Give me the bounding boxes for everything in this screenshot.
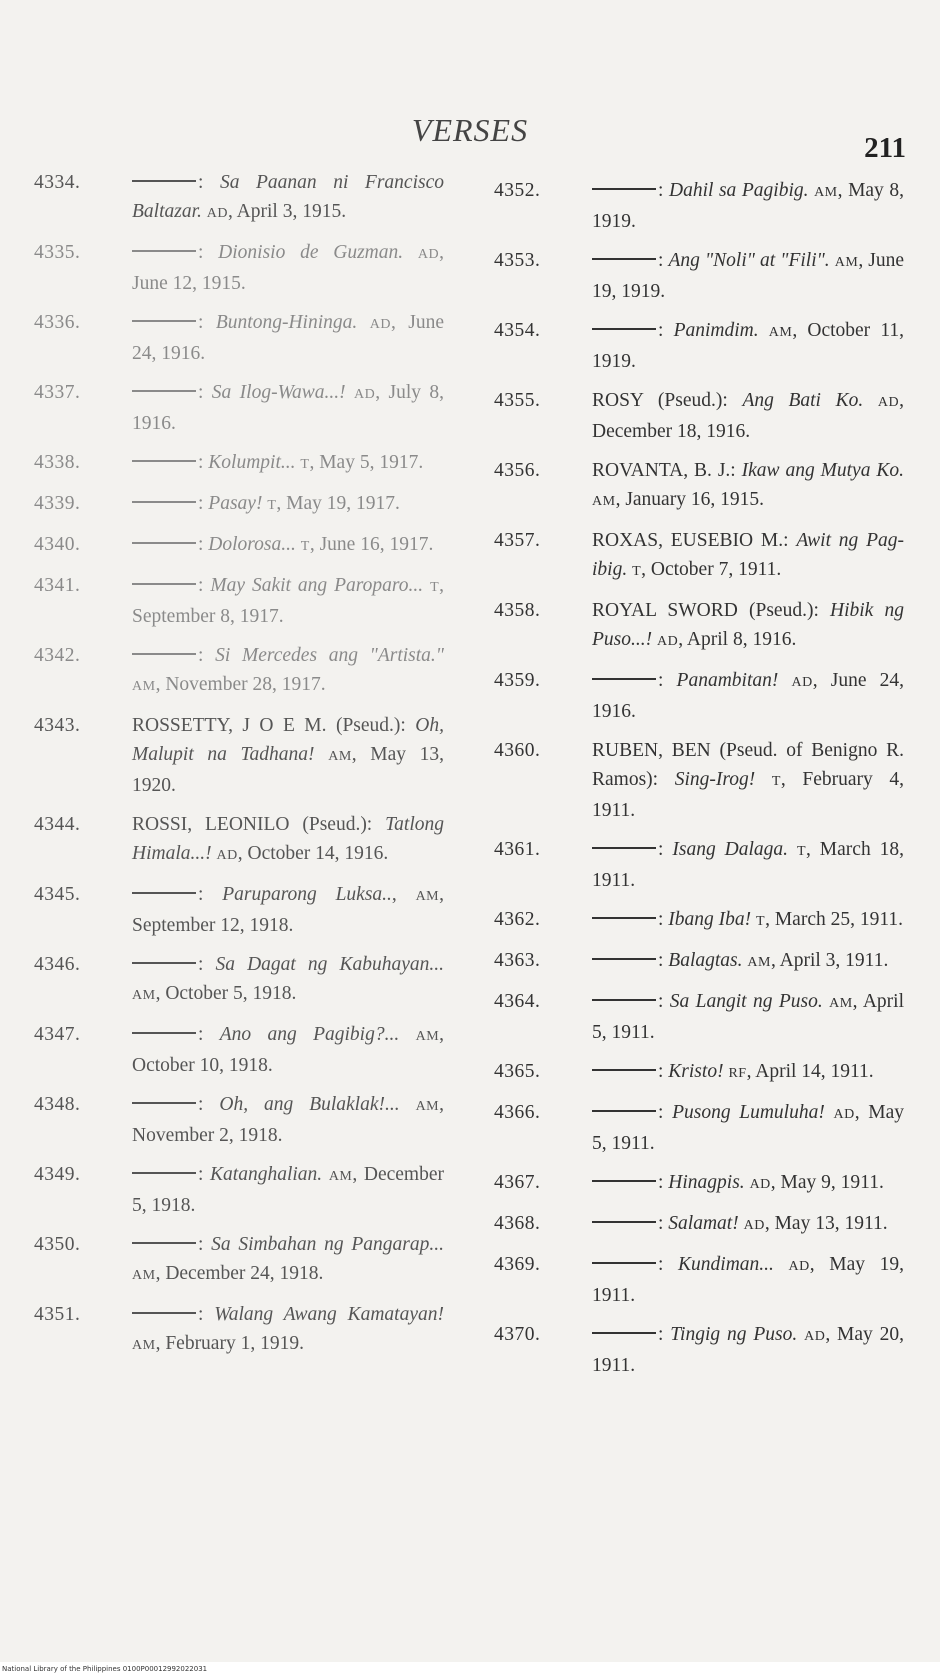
entry-text: , May 19, 1911.: [592, 1254, 905, 1306]
bibliography-entry: [34, 1160, 444, 1220]
entry-text: , April 5, 1911.: [592, 991, 905, 1043]
entry-text: [778, 670, 791, 691]
entry-text: , October 10, 1918.: [132, 1024, 445, 1076]
ditto-dash: [132, 583, 196, 585]
entry-text: , June 24, 1916.: [592, 670, 905, 722]
entry-number: 4350.: [34, 1234, 81, 1255]
bibliography-entry: [34, 1300, 444, 1360]
entry-number: 4352.: [494, 180, 541, 201]
entry-text: :: [658, 320, 674, 341]
bibliography-entry: [494, 835, 904, 895]
entry-text: , September 12, 1918.: [132, 884, 444, 936]
entry-number: 4344.: [34, 814, 81, 835]
entry-number: 4367.: [494, 1172, 541, 1193]
bibliography-entry: [34, 308, 444, 368]
ditto-dash: [592, 1262, 656, 1264]
verse-title: Hibik ng Puso...!: [592, 600, 904, 650]
bibliography-entry: [494, 1320, 904, 1380]
verse-title: Ang Bati Ko.: [742, 390, 864, 411]
bibliography-entry: [34, 1090, 444, 1150]
entry-text: :: [198, 1164, 211, 1185]
entry-number: 4349.: [34, 1164, 81, 1185]
entry-text: :: [198, 1094, 220, 1115]
verse-title: Sa Paanan ni Francisco Baltazar.: [132, 172, 444, 222]
entry-text: , April 8, 1916.: [678, 629, 797, 650]
verse-title: Pasay!: [208, 493, 263, 514]
entry-text: , May 19, 1917.: [276, 493, 400, 514]
entry-text: [399, 1024, 415, 1045]
entry-number: 4345.: [34, 884, 81, 905]
source-abbrev: AD: [206, 206, 228, 221]
verse-title: Sa Langit ng Puso.: [669, 991, 823, 1012]
ditto-dash: [132, 962, 196, 964]
entry-number: 4359.: [494, 670, 541, 691]
bibliography-entry: [494, 1057, 904, 1088]
ditto-dash: [592, 847, 656, 849]
ditto-dash: [132, 320, 196, 322]
entry-number: 4342.: [34, 645, 81, 666]
bibliography-entry: [34, 950, 444, 1010]
entry-text: , May 5, 1911.: [592, 1102, 904, 1154]
ditto-dash: [132, 501, 196, 503]
entry-text: , May 8, 1919.: [592, 180, 904, 232]
entry-text: :: [198, 575, 211, 596]
bibliography-entry: [494, 1250, 904, 1310]
entry-text: :: [198, 1304, 215, 1325]
entry-text: , December 5, 1918.: [132, 1164, 444, 1216]
source-abbrev: T: [430, 580, 440, 595]
entry-text: ROXAS, EUSEBIO M.:: [592, 530, 797, 551]
entry-text: , February 1, 1919.: [155, 1333, 304, 1354]
entry-text: :: [658, 250, 669, 271]
running-title: VERSES: [411, 112, 529, 148]
source-abbrev: AD: [877, 395, 900, 410]
entry-text: , April 14, 1911.: [746, 1061, 874, 1082]
verse-title: Dionisio de Guzman.: [218, 242, 404, 263]
source-abbrev: AM: [328, 1169, 353, 1184]
verse-title: Katanghalian.: [210, 1164, 323, 1185]
bibliography-entry: [34, 1230, 444, 1290]
source-abbrev: T: [632, 564, 642, 579]
entry-text: , December 18, 1916.: [592, 390, 904, 442]
bibliography-entry: [34, 810, 444, 870]
entry-text: , November 28, 1917.: [155, 674, 326, 695]
ditto-dash: [592, 917, 656, 919]
source-abbrev: T: [771, 774, 781, 789]
entry-text: :: [198, 382, 212, 403]
source-abbrev: AD: [743, 1218, 765, 1233]
entry-text: , May 20, 1911.: [592, 1324, 905, 1376]
entry-text: , May 13, 1911.: [764, 1213, 888, 1234]
entry-number: 4335.: [34, 242, 81, 263]
verse-title: Ano ang Pagibig?...: [219, 1024, 400, 1045]
entry-text: , March 18, 1911.: [592, 839, 904, 891]
entry-number: 4357.: [494, 530, 541, 551]
entry-text: , September 8, 1917.: [132, 575, 445, 627]
entry-text: :: [658, 670, 677, 691]
verse-title: Hinagpis.: [668, 1172, 745, 1193]
entry-text: [755, 769, 772, 790]
bibliography-entry: [494, 987, 904, 1047]
entry-text: , March 25, 1911.: [765, 909, 904, 930]
verse-title: Oh, Malupit na Tadhana!: [132, 715, 444, 765]
source-abbrev: AD: [417, 247, 440, 262]
entry-text: :: [198, 312, 216, 333]
entry-text: [315, 744, 329, 765]
entry-text: :: [198, 452, 209, 473]
source-abbrev: AM: [415, 1099, 440, 1114]
source-abbrev: AM: [747, 955, 771, 970]
source-abbrev: AD: [354, 387, 376, 402]
entry-text: :: [198, 1234, 212, 1255]
source-abbrev: AM: [829, 996, 853, 1011]
bibliography-entry: [494, 1168, 904, 1199]
entry-number: 4364.: [494, 991, 541, 1012]
source-abbrev: AM: [132, 1268, 156, 1283]
entry-text: :: [658, 180, 669, 201]
entry-text: RUBEN, BEN (Pseud. of Benigno R. Ramos):: [592, 740, 904, 790]
ditto-dash: [132, 390, 196, 392]
entry-text: :: [658, 1102, 673, 1123]
entry-text: :: [198, 645, 216, 666]
ditto-dash: [592, 1221, 656, 1223]
source-abbrev: AM: [415, 889, 440, 904]
source-abbrev: AD: [369, 317, 391, 332]
entry-text: [403, 242, 418, 263]
entry-text: , April 3, 1915.: [228, 201, 347, 222]
entry-text: :: [198, 242, 219, 263]
verse-title: Oh, ang Bulaklak!...: [219, 1094, 400, 1115]
entry-text: , July 8, 1916.: [132, 382, 445, 434]
bibliography-entry: [34, 880, 444, 940]
entry-text: [863, 390, 878, 411]
entry-text: , June 16, 1917.: [309, 534, 434, 555]
bibliography-entry: [494, 1098, 904, 1158]
ditto-dash: [132, 653, 196, 655]
bibliography-entry: [494, 386, 904, 446]
bibliography-entry: [34, 571, 444, 631]
entry-text: :: [658, 1172, 669, 1193]
entry-text: [759, 320, 769, 341]
entry-text: ,: [391, 884, 416, 905]
source-abbrev: T: [300, 457, 310, 472]
entry-number: 4363.: [494, 950, 541, 971]
entry-number: 4339.: [34, 493, 81, 514]
source-abbrev: AM: [814, 185, 838, 200]
verse-title: Kolumpit...: [208, 452, 296, 473]
ditto-dash: [592, 1180, 656, 1182]
source-abbrev: AM: [592, 494, 616, 509]
entry-text: :: [198, 534, 209, 555]
verse-title: Walang Awang Kamatayan!: [214, 1304, 444, 1325]
bibliography-entry: [34, 1020, 444, 1080]
verse-title: Ang "Noli" at "Fili".: [668, 250, 830, 271]
verse-title: Salamat!: [668, 1213, 739, 1234]
entry-text: , May 9, 1911.: [770, 1172, 884, 1193]
ditto-dash: [132, 892, 196, 894]
entry-text: :: [198, 1024, 220, 1045]
ditto-dash: [592, 958, 656, 960]
ditto-dash: [132, 1312, 196, 1314]
entry-text: , June 12, 1915.: [132, 242, 444, 294]
source-abbrev: AM: [768, 325, 793, 340]
entry-text: :: [198, 172, 220, 193]
source-abbrev: AM: [328, 749, 352, 764]
ditto-dash: [132, 1102, 196, 1104]
ditto-dash: [592, 678, 656, 680]
ditto-dash: [132, 542, 196, 544]
entry-text: :: [658, 1061, 669, 1082]
bibliography-entry: [34, 641, 444, 701]
source-abbrev: AD: [804, 1329, 826, 1344]
ditto-dash: [592, 258, 656, 260]
entry-number: 4358.: [494, 600, 541, 621]
entry-text: , May 13, 1920.: [132, 744, 445, 796]
entry-text: [788, 839, 797, 860]
bibliography-entry: [494, 596, 904, 656]
entry-number: 4337.: [34, 382, 81, 403]
ditto-dash: [592, 1332, 656, 1334]
source-abbrev: T: [267, 498, 277, 513]
page-number: 211: [864, 132, 906, 164]
entry-number: 4336.: [34, 312, 81, 333]
entry-number: 4354.: [494, 320, 541, 341]
bibliography-entry: [494, 666, 904, 726]
verse-title: Buntong-Hininga.: [215, 312, 358, 333]
entry-text: ROVANTA, B. J.:: [592, 460, 742, 481]
entry-text: :: [658, 1324, 671, 1345]
verse-title: Isang Dalaga.: [672, 839, 788, 860]
bibliography-entry: [34, 378, 444, 438]
source-abbrev: AM: [132, 988, 156, 1003]
entry-text: [322, 1164, 329, 1185]
entry-text: [346, 382, 354, 403]
verse-title: Ikaw ang Mutya Ko.: [741, 460, 904, 481]
bibliography-entry: [494, 456, 904, 516]
entry-text: [400, 1094, 416, 1115]
verse-title: Pusong Lumuluha!: [672, 1102, 825, 1123]
verse-title: Paruparong Luksa..: [222, 884, 392, 905]
entry-text: [774, 1254, 789, 1275]
entry-text: ROSSI, LEONILO (Pseud.):: [132, 814, 386, 835]
verse-title: Sing-Irog!: [674, 769, 756, 790]
ditto-dash: [132, 1172, 196, 1174]
source-abbrev: AD: [749, 1177, 771, 1192]
entry-number: 4343.: [34, 715, 81, 736]
entry-number: 4361.: [494, 839, 541, 860]
bibliography-entry: [494, 946, 904, 977]
entry-number: 4370.: [494, 1324, 541, 1345]
verse-title: May Sakit ang Paroparo...: [210, 575, 424, 596]
entry-number: 4366.: [494, 1102, 541, 1123]
bibliography-entry: [34, 711, 444, 800]
entry-text: , October 7, 1911.: [641, 559, 782, 580]
verse-title: Si Mercedes ang "Artista.": [215, 645, 444, 666]
source-abbrev: AD: [216, 848, 238, 863]
entry-number: 4368.: [494, 1213, 541, 1234]
bibliography-entry: [34, 238, 444, 298]
left-column: [34, 168, 444, 1370]
verse-title: Kristo!: [668, 1061, 724, 1082]
entry-number: 4365.: [494, 1061, 541, 1082]
entry-number: 4340.: [34, 534, 81, 555]
bibliography-entry: [494, 905, 904, 936]
entry-text: :: [198, 884, 223, 905]
ditto-dash: [592, 1069, 656, 1071]
source-abbrev: AM: [415, 1029, 440, 1044]
source-abbrev: T: [756, 914, 766, 929]
entry-number: 4360.: [494, 740, 541, 761]
source-abbrev: AD: [791, 675, 813, 690]
entry-number: 4353.: [494, 250, 541, 271]
bibliography-entry: [494, 736, 904, 825]
bibliography-entry: [34, 530, 444, 561]
verse-title: Awit ng Pag-ibig.: [592, 530, 904, 580]
entry-text: :: [198, 493, 209, 514]
entry-text: , April 3, 1911.: [770, 950, 889, 971]
entry-text: , October 5, 1918.: [155, 983, 297, 1004]
entry-text: [357, 312, 369, 333]
entry-text: , May 5, 1917.: [309, 452, 424, 473]
entry-number: 4334.: [34, 172, 81, 193]
entry-number: 4347.: [34, 1024, 81, 1045]
ditto-dash: [132, 250, 196, 252]
verse-title: Balagtas.: [668, 950, 743, 971]
entry-text: , November 2, 1918.: [132, 1094, 444, 1146]
entry-text: ROSSETTY, J O E M. (Pseud.):: [132, 715, 416, 736]
bibliography-entry: [494, 526, 904, 586]
bibliography-entry: [494, 176, 904, 236]
verse-title: Sa Ilog-Wawa...!: [211, 382, 346, 403]
ditto-dash: [592, 1110, 656, 1112]
entry-text: , June 19, 1919.: [592, 250, 905, 302]
bibliography-entry: [34, 168, 444, 228]
verse-title: Sa Simbahan ng Pangarap...: [211, 1234, 444, 1255]
verse-title: Dolorosa...: [208, 534, 296, 555]
source-abbrev: T: [796, 844, 806, 859]
entry-text: :: [658, 1213, 669, 1234]
entry-text: , October 11, 1919.: [592, 320, 904, 372]
entry-number: 4351.: [34, 1304, 81, 1325]
entry-number: 4362.: [494, 909, 541, 930]
entry-number: 4341.: [34, 575, 81, 596]
source-abbrev: AD: [788, 1259, 810, 1274]
ditto-dash: [592, 328, 656, 330]
source-abbrev: T: [300, 539, 310, 554]
ditto-dash: [592, 188, 656, 190]
entry-text: :: [658, 991, 670, 1012]
entry-number: 4348.: [34, 1094, 81, 1115]
bibliography-entry: [494, 246, 904, 306]
verse-title: Dahil sa Pagibig.: [668, 180, 809, 201]
entry-number: 4338.: [34, 452, 81, 473]
source-abbrev: AM: [132, 1338, 156, 1353]
right-column: [494, 176, 904, 1390]
verse-title: Sa Dagat ng Kabuhayan...: [215, 954, 444, 975]
verse-title: Ibang Iba!: [668, 909, 752, 930]
entry-text: :: [658, 909, 669, 930]
entry-number: 4346.: [34, 954, 81, 975]
verse-title: Panimdim.: [673, 320, 759, 341]
entry-text: ROYAL SWORD (Pseud.):: [592, 600, 831, 621]
entry-text: , February 4, 1911.: [592, 769, 904, 821]
bibliography-entry: [34, 489, 444, 520]
source-abbrev: AM: [132, 679, 156, 694]
entry-text: ROSY (Pseud.):: [592, 390, 743, 411]
ditto-dash: [592, 999, 656, 1001]
entry-text: :: [658, 839, 673, 860]
entry-text: :: [658, 1254, 679, 1275]
verse-title: Panambitan!: [676, 670, 779, 691]
source-abbrev: AD: [657, 634, 679, 649]
entry-number: 4355.: [494, 390, 541, 411]
ditto-dash: [132, 460, 196, 462]
verse-title: Tingig ng Puso.: [670, 1324, 798, 1345]
entry-number: 4369.: [494, 1254, 541, 1275]
ditto-dash: [132, 180, 196, 182]
entry-text: , October 14, 1916.: [237, 843, 389, 864]
entry-number: 4356.: [494, 460, 541, 481]
entry-text: , June 24, 1916.: [132, 312, 445, 364]
ditto-dash: [132, 1032, 196, 1034]
scan-footer: National Library of the Philippines 0100P00012992022031: [0, 1662, 940, 1676]
entry-text: , January 16, 1915.: [615, 489, 764, 510]
entry-text: :: [658, 950, 669, 971]
source-abbrev: AM: [834, 255, 859, 270]
entry-text: :: [198, 954, 216, 975]
source-abbrev: RF: [728, 1066, 747, 1081]
bibliography-entry: [494, 1209, 904, 1240]
entry-text: , December 24, 1918.: [155, 1263, 324, 1284]
bibliography-entry: [494, 316, 904, 376]
verse-title: Kundiman...: [678, 1254, 774, 1275]
source-abbrev: AD: [833, 1107, 855, 1122]
bibliography-entry: [34, 448, 444, 479]
ditto-dash: [132, 1242, 196, 1244]
verse-title: Tatlong Himala...!: [132, 814, 444, 864]
